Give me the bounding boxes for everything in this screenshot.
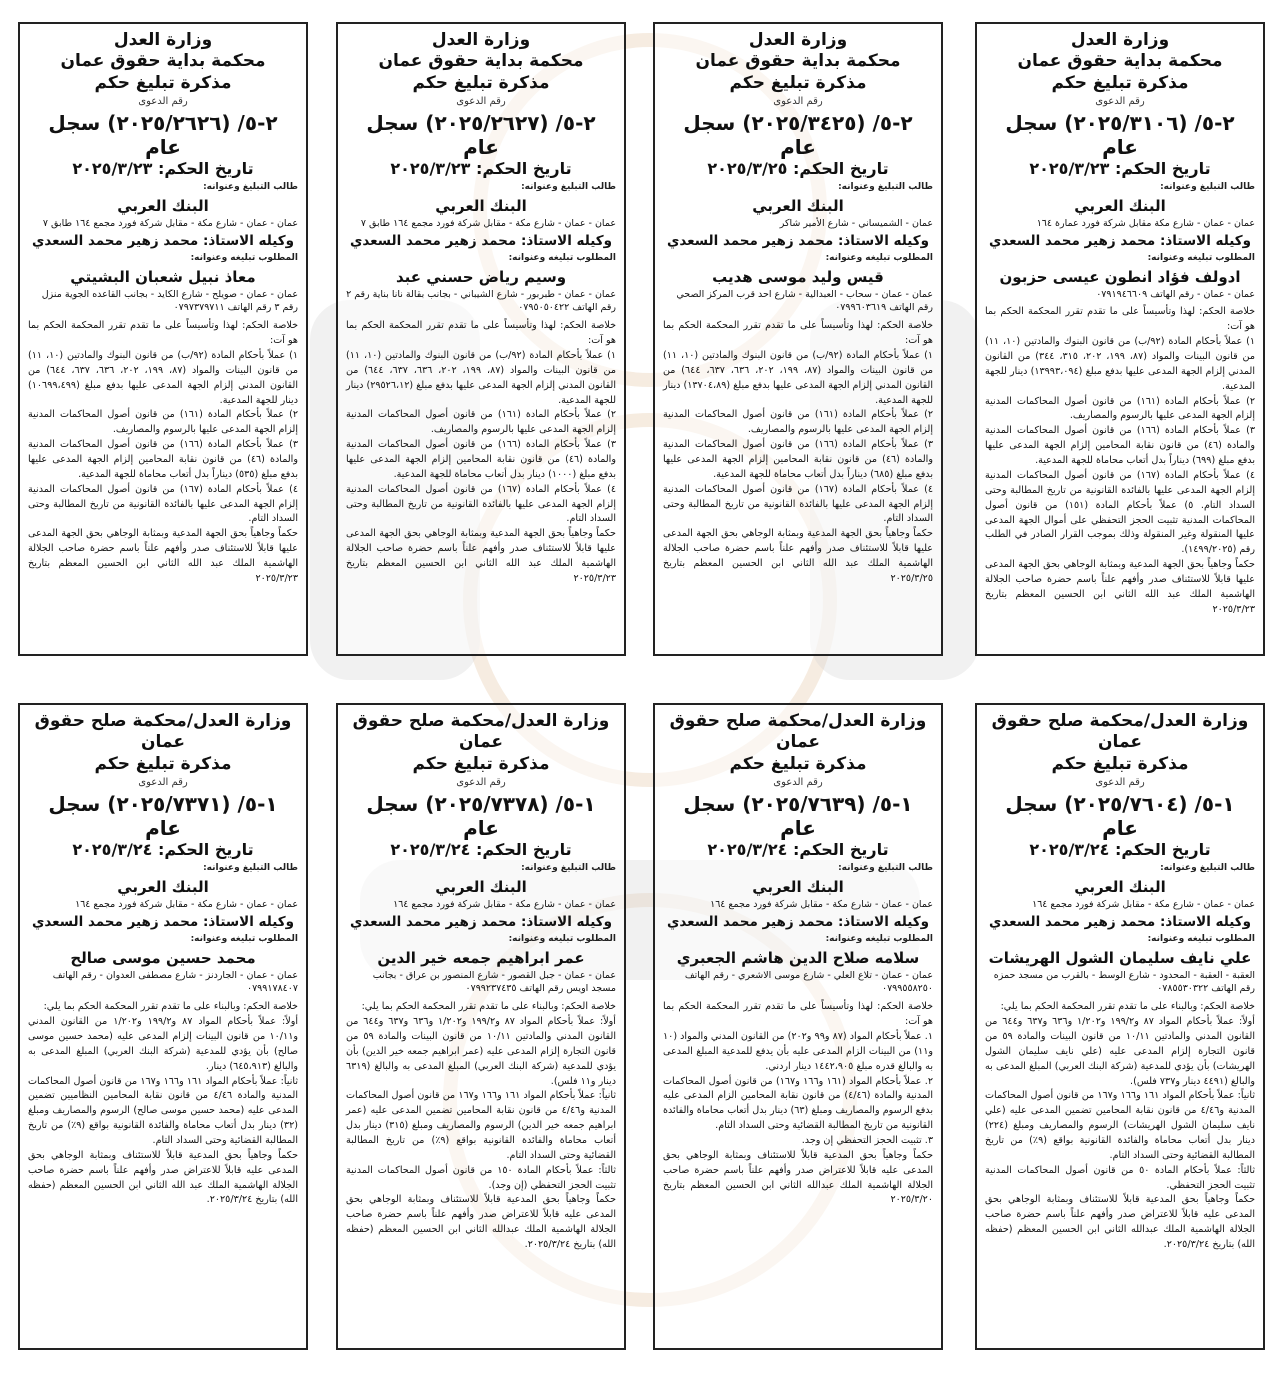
judgment-date: تاريخ الحكم: ٢٠٢٥/٣/٢٤ xyxy=(707,839,889,859)
respondent-name: قيس وليد موسى هديب xyxy=(712,267,884,286)
judgment-paragraph: أولاً: عملاً بأحكام المواد ٨٧ و١٩٩/٢ و١/٢٠٢ و٦٣٦ و٦٣٧ و٦٤٤ من القانون المدني والمادتين ١٠/١١ من قانون البينات والمادة ٥٩ من قانون التجارة إلزام المدعى عليه (عمر ابراهيم جمعه خير الدين) بأن يؤدي للمدعية (شركة البنك العربي) المبلغ المدعى به والبالغ (٦٣١٩ دينار و١١ فلس). xyxy=(346,1016,616,1087)
judgment-paragraph: ثانياً: عملاً بأحكام المواد ١٦١ و١٦٦ و١٦٧ من قانون أصول المحاكمات المدنية و٤/٤٦ من قانون نقابة المحامين تضمين المدعى عليه (علي نايف سليمان الشول الهريشات) الرسوم والمصاريف ومبلغ (٢٢٤) دينار بدل أتعاب محاماة والفائدة القانونية بواقع (٩٪) من تاريخ المطالبة القضائية وحتى السداد التام. xyxy=(985,1090,1255,1161)
judgment-date: تاريخ الحكم: ٢٠٢٥/٣/٢٤ xyxy=(72,839,254,859)
requester-label: طالب التبليغ وعنوانه: xyxy=(1160,862,1255,873)
judgment-paragraph: ٣) عملاً بأحكام المادة (١٦٦) من قانون أصول المحاكمات المدنية والمادة (٤٦) من قانون نقابة المحامين إلزام الجهة المدعى عليها بدفع مبلغ (٦٨٥) ديناراً بدل أتعاب محاماة للجهة المدعية. xyxy=(663,439,933,480)
judgment-paragraph: ثانياً: عملاً بأحكام المواد ١٦١ و١٦٦ و١٦٧ من قانون أصول المحاكمات المدنية و٤/٤٦ من قانون نقابة المحامين تضمين المدعى عليه (عمر ابراهيم جمعه خير الدين) الرسوم والمصاريف ومبلغ (٣١٥) دينار بدل أتعاب محاماة والفائدة القانونية بواقع (٩٪) من تاريخ المطالبة القضائية وحتى السداد التام. xyxy=(346,1090,616,1161)
respondent-name: سلامه صلاح الدين هاشم الجعبري xyxy=(676,948,920,967)
lawyer-name: وكيله الاستاذ: محمد زهير محمد السعدي xyxy=(667,913,929,930)
court-notice xyxy=(18,703,308,1350)
requester-address: عمان - عمان - شارع مكة - مقابل شركة فورد مجمع ١٦٤ xyxy=(75,898,298,910)
judgment-paragraph: خلاصة الحكم: لهذا وتأسيساً على ما تقدم تقرر المحكمة الحكم بما هو آت: xyxy=(985,306,1255,333)
notice-header-line: مذكرة تبليغ حكم xyxy=(412,72,550,93)
requester-name: البنك العربي xyxy=(752,196,844,215)
judgment-date: تاريخ الحكم: ٢٠٢٥/٣/٢٥ xyxy=(707,158,889,178)
judgment-paragraph: ١. عملاً بأحكام المواد (٨٧ و٩٩ و٢٠٢) من القانون المدني والمواد (١٠ و١١) من البينات الزام المدعى عليه بأن يدفع للمدعية المبلغ المدعى به والبالغ قدره مبلغ ١٤٤٢،٩٠٥ دينار اردني. xyxy=(663,1030,934,1072)
respondent-address: عمان - عمان - جبل القصور - شارع المنصور بن عراق - بجانب مسجد اويس رقم الهاتف ٠٧٩٩٢٣٧٤٣٥ xyxy=(372,969,616,995)
judgment-paragraph: حكماً وجاهياً بحق المدعية قابلاً للاستئناف وبمثابة الوجاهي بحق المدعى عليه قابلاً للاعتراض صدر وأفهم علناً باسم حضرة صاحب الجلالة الهاشمية الملك عبدالله الثاني ابن الحسين المعظم (حفظه الله) بتاريخ ٢٠٢٥/٣/٢٤. xyxy=(346,1194,616,1250)
court-notice xyxy=(653,703,943,1350)
case-label: رقم الدعوى xyxy=(456,95,506,107)
notice-header-line: محكمة بداية حقوق عمان xyxy=(60,51,266,72)
case-label: رقم الدعوى xyxy=(456,776,506,788)
judgment-paragraph: حكماً وجاهياً بحق المدعية قابلاً للاستئناف وبمثابة الوجاهي بحق المدعى عليه قابلاً للاعتراض صدر وأفهم علناً باسم حضرة صاحب الجلالة الهاشمية الملك عبدالله الثاني ابن الحسين المعظم بتاريخ ٢٠٢٥/٣/٢٠ xyxy=(663,1149,933,1206)
judgment-paragraph: ٢) عملاً بأحكام المادة (١٦١) من قانون أصول المحاكمات المدنية إلزام الجهة المدعى عليها بالرسوم والمصاريف. xyxy=(28,409,298,436)
case-number: ٢-٥/ (٢٠٢٥/٢٦٢٧) سجل عام xyxy=(366,110,596,159)
requester-address: عمان - عمان - شارع مكة مقابل شركة فورد عمارة ١٦٤ xyxy=(1036,217,1255,229)
notice-header-line: مذكرة تبليغ حكم xyxy=(729,72,867,93)
notice-header-line: مذكرة تبليغ حكم xyxy=(94,753,232,774)
judgment-paragraph: ٢) عملاً بأحكام المادة (١٦١) من قانون أصول المحاكمات المدنية إلزام الجهة المدعى عليها بالرسوم والمصاريف. xyxy=(985,395,1255,422)
notice-header-line: محكمة بداية حقوق عمان xyxy=(378,51,584,72)
case-label: رقم الدعوى xyxy=(138,95,188,107)
respondent-address: العقبة - العقبة - المحدود - شارع الوسط - بالقرب من مسجد حمزه رقم الهاتف ٠٧٨٥٥٣٠٣٢٢ xyxy=(993,969,1255,995)
judgment-paragraph: ١) عملاً بأحكام المادة (٩٢/ب) من قانون البنوك والمادتين (١٠، ١١) من قانون البينات والمواد (٨٧، ١٩٩، ٢٠٢، ٦٣٦، ٦٣٧، ٦٤٤) من القانون المدني إلزام الجهة المدعى عليها بدفع مبلغ (١٣٧٠٤،٨٩) دينار للجهة المدعية. xyxy=(663,349,934,406)
requester-name: البنك العربي xyxy=(117,196,209,215)
judgment-paragraph: ١) عملاً بأحكام المادة (٩٢/ب) من قانون البنوك والمادتين (١٠، ١١) من قانون البينات والمواد (٨٧، ١٩٩، ٢٠٢، ٦٣٦، ٦٣٧، ٦٤٤) من القانون المدني إلزام الجهة المدعى عليها بدفع مبلغ (٢٩٥٢٦،١٢) دينار للجهة المدعية. xyxy=(346,349,617,406)
case-number: ١-٥/ (٢٠٢٥/٧٦٠٤) سجل عام xyxy=(1005,791,1235,840)
respondent-label: المطلوب تبليغه وعنوانه: xyxy=(508,933,616,944)
lawyer-name: وكيله الاستاذ: محمد زهير محمد السعدي xyxy=(350,232,612,249)
judgment-paragraph: حكماً وجاهياً بحق المدعية قابلاً للاستئناف وبمثابة الوجاهي بحق المدعى عليه قابلاً للاعتراض صدر وأفهم علناً باسم حضرة صاحب الجلالة الهاشمية الملك عبد الله الثاني ابن الحسين المعظم (حفظه الله) بتاريخ ٢٠٢٥/٣/٢٤. xyxy=(28,1149,298,1206)
judgment-paragraph: ٣) عملاً بأحكام المادة (١٦٦) من قانون أصول المحاكمات المدنية والمادة (٤٦) من قانون نقابة المحامين إلزام الجهة المدعى عليها بدفع مبلغ (٦٩٩) ديناراً بدل أتعاب محاماة للجهة المدعية. xyxy=(985,425,1255,467)
respondent-address: عمان - عمان - رقم الهاتف ٠٧٩١٩٤٦٦٠٩ xyxy=(1096,288,1255,300)
notice-header-line: مذكرة تبليغ حكم xyxy=(1051,753,1189,774)
lawyer-name: وكيله الاستاذ: محمد زهير محمد السعدي xyxy=(32,913,294,930)
requester-address: عمان - عمان - شارع مكة - مقابل شركة فورد مجمع ١٦٤ طابق ٧ xyxy=(42,217,298,229)
respondent-address: عمان - عمان - صويلح - شارع الكايد - بجانب القاعده الجوية منزل رقم ٣ رقم الهاتف ٠٧٩٧٣٧٩٧١١ xyxy=(41,288,298,314)
judgment-date: تاريخ الحكم: ٢٠٢٥/٣/٢٣ xyxy=(72,158,254,178)
court-notice xyxy=(336,703,626,1350)
judgment-paragraph: خلاصة الحكم: لهذا وتأسيساً على ما تقدم تقرر المحكمة الحكم بما هو آت: xyxy=(663,320,933,347)
judgment-paragraph: ٢) عملاً بأحكام المادة (١٦١) من قانون أصول المحاكمات المدنية إلزام الجهة المدعى عليها بالرسوم والمصاريف. xyxy=(346,409,616,436)
judgment-paragraph: ٢) عملاً بأحكام المادة (١٦١) من قانون أصول المحاكمات المدنية إلزام الجهة المدعى عليها بالرسوم والمصاريف. xyxy=(663,409,933,436)
notice-header-line: وزارة العدل/محكمة صلح حقوق عمان xyxy=(669,711,927,753)
judgment-paragraph: ٤) عملاً بأحكام المادة (١٦٧) من قانون أصول المحاكمات المدنية إلزام الجهة المدعى عليها بالفائدة القانونية من تاريخ المطالبة وحتى السداد التام. xyxy=(663,483,933,525)
case-number: ١-٥/ (٢٠٢٥/٧٦٣٩) سجل عام xyxy=(683,791,913,840)
judgment-paragraph: أولاً: عملاً بأحكام المواد ٨٧ و١٩٩/٢ و١/٢٠٢ من القانون المدني و١٠/١١ من قانون البينات إلزام المدعى عليه (محمد حسين موسى صالح) بأن يؤدي للمدعية (شركة البنك العربي) المبلغ المدعى به والبالغ (٦٤٥،٩١٣) دينار. xyxy=(28,1016,299,1072)
judgment-summary xyxy=(28,319,298,586)
judgment-summary xyxy=(346,1000,616,1253)
respondent-label: المطلوب تبليغه وعنوانه: xyxy=(1147,933,1255,944)
requester-label: طالب التبليغ وعنوانه: xyxy=(203,862,298,873)
notice-header-line: محكمة بداية حقوق عمان xyxy=(1017,51,1223,72)
court-notice xyxy=(975,22,1265,656)
judgment-summary xyxy=(985,305,1255,617)
case-label: رقم الدعوى xyxy=(138,776,188,788)
judgment-paragraph: ٢. عملاً بأحكام المواد (١٦١ و١٦٦ و١٦٧) من قانون أصول المحاكمات المدنية والمادة (٤/٤٦) من قانون نقابة المحامين الزام المدعى عليه بدفع الرسوم والمصاريف ومبلغ (٦٣) دينار بدل أتعاب محاماة والفائدة القانونية من تاريخ المطالبة القضائية وحتى السداد التام. xyxy=(663,1075,934,1132)
case-label: رقم الدعوى xyxy=(1095,776,1145,788)
judgment-paragraph: ٣) عملاً بأحكام المادة (١٦٦) من قانون أصول المحاكمات المدنية والمادة (٤٦) من قانون نقابة المحامين إلزام الجهة المدعى عليها بدفع مبلغ (١٠٠٠) دينار بدل أتعاب محاماة للجهة المدعية. xyxy=(346,439,616,480)
court-notice xyxy=(653,22,943,656)
requester-label: طالب التبليغ وعنوانه: xyxy=(838,181,933,192)
judgment-paragraph: ١) عملاً بأحكام المادة (٩٢/ب) من قانون البنوك والمادتين (١٠، ١١) من قانون البينات والمواد (٨٧، ١٩٩، ٢٠٢، ٣١٥، ٣٤٤) من القانون المدني إلزام الجهة المدعى عليها بدفع مبلغ (١٣٩٩٣،٠٩٤) دينار للجهة المدعية. xyxy=(985,336,1256,392)
lawyer-name: وكيله الاستاذ: محمد زهير محمد السعدي xyxy=(667,232,929,249)
respondent-label: المطلوب تبليغه وعنوانه: xyxy=(190,933,298,944)
notice-header-line: وزارة العدل xyxy=(748,30,848,50)
judgment-date: تاريخ الحكم: ٢٠٢٥/٣/٢٤ xyxy=(1029,839,1211,859)
judgment-paragraph: خلاصة الحكم: لهذا وتأسيساً على ما تقدم تقرر المحكمة الحكم بما هو آت: xyxy=(346,320,616,347)
respondent-label: المطلوب تبليغه وعنوانه: xyxy=(190,252,298,263)
court-notice xyxy=(336,22,626,656)
judgment-paragraph: ثانياً: عملاً بأحكام المواد ١٦١ و١٦٦ و١٦٧ من قانون أصول المحاكمات المدنية والمادة ٤/٤٦ من قانون نقابة المحامين النظاميين تضمين المدعى عليه (محمد حسين موسى صالح) الرسوم والمصاريف ومبلغ (٣٢) دينار بدل أتعاب محاماة والفائدة القانونية بواقع (٩٪) من تاريخ المطالبة القضائية وحتى السداد التام. xyxy=(28,1075,298,1146)
lawyer-name: وكيله الاستاذ: محمد زهير محمد السعدي xyxy=(989,232,1251,249)
requester-label: طالب التبليغ وعنوانه: xyxy=(521,862,616,873)
respondent-name: محمد حسين موسى صالح xyxy=(70,948,256,967)
judgment-summary xyxy=(663,319,933,586)
lawyer-name: وكيله الاستاذ: محمد زهير محمد السعدي xyxy=(350,913,612,930)
requester-label: طالب التبليغ وعنوانه: xyxy=(521,181,616,192)
requester-address: عمان - عمان - شارع مكة - مقابل شركة فورد مجمع ١٦٤ xyxy=(393,898,616,910)
respondent-label: المطلوب تبليغه وعنوانه: xyxy=(825,933,933,944)
case-label: رقم الدعوى xyxy=(773,776,823,788)
lawyer-name: وكيله الاستاذ: محمد زهير محمد السعدي xyxy=(989,913,1251,930)
requester-name: البنك العربي xyxy=(752,877,844,896)
notice-header-line: محكمة بداية حقوق عمان xyxy=(695,51,901,72)
judgment-paragraph: خلاصة الحكم: وبالبناء على ما تقدم تقرر المحكمة الحكم بما يلي: xyxy=(361,1001,616,1013)
judgment-paragraph: ثالثاً: عملاً بأحكام المادة ٥٠ من قانون أصول المحاكمات المدنية تثبيت الحجز التحفظي. xyxy=(985,1164,1255,1191)
lawyer-name: وكيله الاستاذ: محمد زهير محمد السعدي xyxy=(32,232,294,249)
notice-header-line: وزارة العدل xyxy=(431,30,531,50)
judgment-paragraph: ٤) عملاً بأحكام المادة (١٦٧) من قانون أصول المحاكمات المدنية إلزام الجهة المدعى عليها بالفائدة القانونية من تاريخ المطالبة وحتى السداد التام. ٥) عملاً بأحكام المادة (١٥١) من قانون أصول المحاكمات المدنية تثبيت الحجز التحفظي على أموال الجهة المدعى عليها المنقولة وغير المنقولة وذلك بموجب القرار الصادر في الطلب رقم (١٤٩٩/٢٠٢٥). xyxy=(985,469,1255,556)
requester-name: البنك العربي xyxy=(1074,877,1166,896)
case-label: رقم الدعوى xyxy=(773,95,823,107)
judgment-summary xyxy=(663,1000,933,1208)
judgment-paragraph: خلاصة الحكم: لهذا وتأسيساً على ما تقدم تقرر المحكمة الحكم بما هو آت: xyxy=(663,1001,933,1028)
respondent-label: المطلوب تبليغه وعنوانه: xyxy=(825,252,933,263)
notice-header-line: وزارة العدل xyxy=(113,30,213,50)
notice-header-line: مذكرة تبليغ حكم xyxy=(1051,72,1189,93)
judgment-paragraph: خلاصة الحكم: وبالبناء على ما تقدم تقرر المحكمة الحكم بما يلي: xyxy=(1000,1001,1255,1013)
respondent-address: عمان - عمان - الجاردنز - شارع مصطفى العدوان - رقم الهاتف ٠٧٩٩١٧٨٤٠٧ xyxy=(52,969,298,995)
judgment-paragraph: ثالثاً: عملاً بأحكام المادة ١٥٠ من قانون أصول المحاكمات المدنية تثبيت الحجز التحفظي (إن وجد). xyxy=(346,1164,616,1191)
judgment-paragraph: ١) عملاً بأحكام المادة (٩٢/ب) من قانون البنوك والمادتين (١٠، ١١) من قانون البينات والمواد (٨٧، ١٩٩، ٢٠٢، ٦٣٦، ٦٣٧، ٦٤٤) من القانون المدني إلزام الجهة المدعى عليها بدفع مبلغ (١٠٦٩٩،٤٩٩) دينار للجهة المدعية. xyxy=(28,349,298,406)
respondent-name: علي نايف سليمان الشول الهريشات xyxy=(988,948,1252,967)
judgment-paragraph: أولاً: عملاً بأحكام المواد ٨٧ و١٩٩/٢ و١/٢٠٢ و٦٣٦ و٦٣٧ و٦٤٤ من القانون المدني والمادتين ١٠/١١ من قانون البينات والمادة ٥٩ من قانون التجارة إلزام المدعى عليه (علي نايف سليمان الشول الهريشات) بأن يؤدي للمدعية (شركة البنك العربي) المبلغ المدعى به والبالغ (٤٤٩١ دينار و٧٣٧ فلس). xyxy=(985,1016,1255,1087)
notice-header-line: وزارة العدل/محكمة صلح حقوق عمان xyxy=(352,711,610,753)
case-number: ٢-٥/ (٢٠٢٥/٣١٠٦) سجل عام xyxy=(1005,110,1235,159)
judgment-paragraph: حكماً وجاهياً بحق الجهة المدعية وبمثابة الوجاهي بحق الجهة المدعى عليها قابلاً للاستئناف صدر وأفهم علناً باسم حضرة صاحب الجلالة الهاشمية الملك عبد الله الثاني ابن الحسين المعظم بتاريخ ٢٠٢٥/٣/٢٣ xyxy=(346,528,616,584)
notice-header-line: مذكرة تبليغ حكم xyxy=(94,72,232,93)
case-label: رقم الدعوى xyxy=(1095,95,1145,107)
requester-name: البنك العربي xyxy=(1074,196,1166,215)
respondent-address: عمان - عمان - تلاع العلي - شارع موسى الاشعري - رقم الهاتف ٠٧٩٩٥٥٨٢٥٠ xyxy=(684,969,933,995)
requester-name: البنك العربي xyxy=(435,877,527,896)
notice-header-line: مذكرة تبليغ حكم xyxy=(412,753,550,774)
notice-header-line: مذكرة تبليغ حكم xyxy=(729,753,867,774)
judgment-paragraph: حكماً وجاهياً بحق المدعية قابلاً للاستئناف وبمثابة الوجاهي بحق المدعى عليه قابلاً للاعتراض صدر وأفهم علناً باسم حضرة صاحب الجلالة الهاشمية الملك عبدالله الثاني ابن الحسين المعظم (حفظه الله) بتاريخ ٢٠٢٥/٣/٢٤. xyxy=(985,1194,1255,1250)
respondent-name: ادولف فؤاد انطون عيسى حزبون xyxy=(999,267,1241,286)
case-number: ١-٥/ (٢٠٢٥/٧٣٧١) سجل عام xyxy=(48,791,278,840)
respondent-address: عمان - عمان - طبربور - شارع الشيباني - بجانب بقالة نانا بناية رقم ٢ رقم الهاتف ٠٧٩٥٠٥٠٤٢٢ xyxy=(346,288,616,314)
court-notice xyxy=(975,703,1265,1350)
requester-label: طالب التبليغ وعنوانه: xyxy=(1160,181,1255,192)
requester-address: عمان - عمان - شارع مكة - مقابل شركة فورد مجمع ١٦٤ طابق ٧ xyxy=(360,217,616,229)
judgment-date: تاريخ الحكم: ٢٠٢٥/٣/٢٣ xyxy=(1029,158,1211,178)
respondent-name: معاذ نبيل شعبان البشيتي xyxy=(70,267,256,286)
judgment-date: تاريخ الحكم: ٢٠٢٥/٣/٢٤ xyxy=(390,839,572,859)
respondent-address: عمان - عمان - سحاب - العبدالية - شارع احد قرب المركز الصحي رقم الهاتف ٠٧٩٩٦٠٣٦١٩ xyxy=(676,288,933,314)
requester-label: طالب التبليغ وعنوانه: xyxy=(838,862,933,873)
requester-address: عمان - عمان - شارع مكة - مقابل شركة فورد مجمع ١٦٤ xyxy=(710,898,933,910)
respondent-label: المطلوب تبليغه وعنوانه: xyxy=(508,252,616,263)
judgment-summary xyxy=(28,1000,298,1208)
judgment-paragraph: خلاصة الحكم: وبالبناء على ما تقدم تقرر المحكمة الحكم بما يلي: xyxy=(43,1001,298,1013)
case-number: ٢-٥/ (٢٠٢٥/٢٦٢٦) سجل عام xyxy=(48,110,278,159)
case-number: ٢-٥/ (٢٠٢٥/٣٤٢٥) سجل عام xyxy=(683,110,913,159)
respondent-label: المطلوب تبليغه وعنوانه: xyxy=(1147,252,1255,263)
requester-name: البنك العربي xyxy=(117,877,209,896)
judgment-date: تاريخ الحكم: ٢٠٢٥/٣/٢٣ xyxy=(390,158,572,178)
respondent-name: وسيم رياض حسني عبد xyxy=(395,267,567,286)
notice-header-line: وزارة العدل xyxy=(1070,30,1170,50)
requester-name: البنك العربي xyxy=(435,196,527,215)
judgment-paragraph: حكماً وجاهياً بحق الجهة المدعية وبمثابة الوجاهي بحق الجهة المدعى عليها قابلاً للاستئناف صدر وأفهم علناً باسم حضرة صاحب الجلالة الهاشمية الملك عبد الله الثاني ابن الحسين المعظم بتاريخ ٢٠٢٥/٣/٢٣ xyxy=(985,559,1255,615)
judgment-paragraph: حكماً وجاهياً بحق الجهة المدعية وبمثابة الوجاهي بحق الجهة المدعى عليها قابلاً للاستئناف صدر وأفهم علناً باسم حضرة صاحب الجلالة الهاشمية الملك عبد الله الثاني ابن الحسين المعظم بتاريخ ٢٠٢٥/٣/٢٣ xyxy=(28,528,298,584)
respondent-name: عمر ابراهيم جمعه خير الدين xyxy=(377,948,585,967)
notice-header-line: وزارة العدل/محكمة صلح حقوق عمان xyxy=(991,711,1249,753)
court-notice xyxy=(18,22,308,656)
judgment-paragraph: خلاصة الحكم: لهذا وتأسيساً على ما تقدم تقرر المحكمة الحكم بما هو آت: xyxy=(28,320,298,347)
requester-label: طالب التبليغ وعنوانه: xyxy=(203,181,298,192)
judgment-summary xyxy=(346,319,616,586)
judgment-paragraph: ٤) عملاً بأحكام المادة (١٦٧) من قانون أصول المحاكمات المدنية إلزام الجهة المدعى عليها بالفائدة القانونية من تاريخ المطالبة وحتى السداد التام. xyxy=(28,483,298,525)
requester-address: عمان - عمان - شارع مكة - مقابل شركة فورد مجمع ١٦٤ xyxy=(1032,898,1255,910)
judgment-paragraph: حكماً وجاهياً بحق الجهة المدعية وبمثابة الوجاهي بحق الجهة المدعى عليها قابلاً للاستئناف صدر وأفهم علناً باسم حضرة صاحب الجلالة الهاشمية الملك عبد الله الثاني ابن الحسين المعظم بتاريخ ٢٠٢٥/٣/٢٥ xyxy=(663,528,933,584)
judgment-paragraph: ٤) عملاً بأحكام المادة (١٦٧) من قانون أصول المحاكمات المدنية إلزام الجهة المدعى عليها بالفائدة القانونية من تاريخ المطالبة وحتى السداد التام. xyxy=(346,483,616,525)
judgment-paragraph: ٣. تثبيت الحجز التحفظي إن وجد. xyxy=(801,1134,933,1146)
notice-header-line: وزارة العدل/محكمة صلح حقوق عمان xyxy=(34,711,292,753)
judgment-summary xyxy=(985,1000,1255,1253)
requester-address: عمان - الشميساني - شارع الأمير شاكر xyxy=(779,217,933,229)
judgment-paragraph: ٣) عملاً بأحكام المادة (١٦٦) من قانون أصول المحاكمات المدنية والمادة (٤٦) من قانون نقابة المحامين إلزام الجهة المدعى عليها بدفع مبلغ (٥٣٥) ديناراً بدل أتعاب محاماة للجهة المدعية. xyxy=(28,439,298,480)
case-number: ١-٥/ (٢٠٢٥/٧٣٧٨) سجل عام xyxy=(366,791,596,840)
